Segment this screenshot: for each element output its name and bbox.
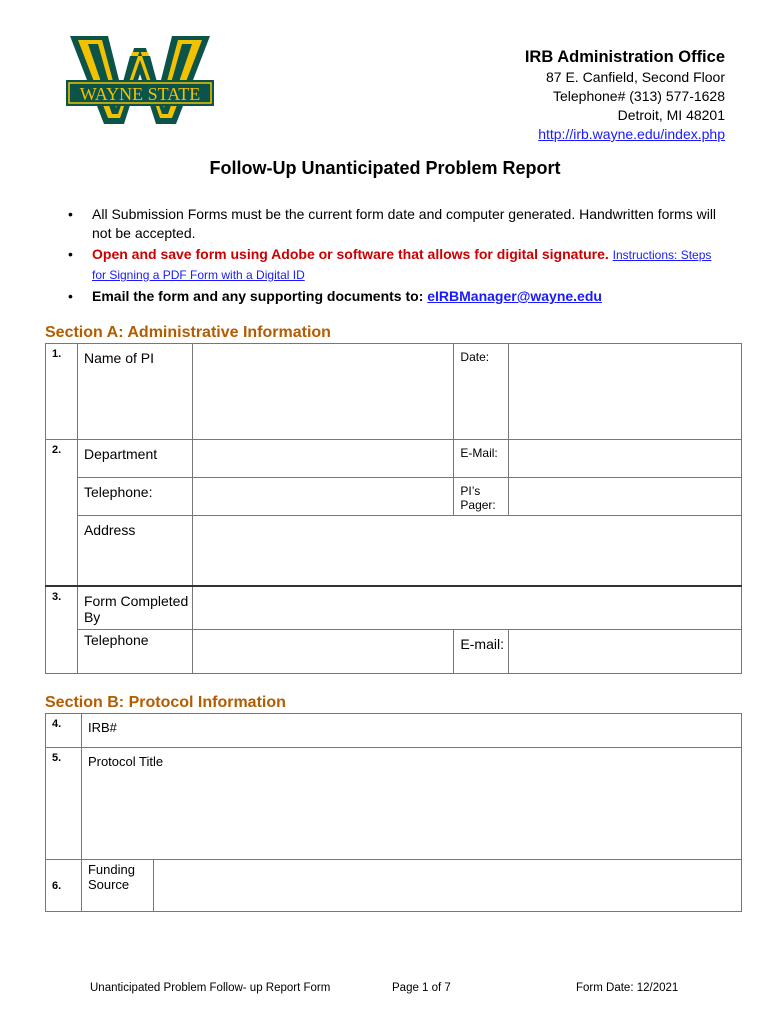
office-city: Detroit, MI 48201: [617, 107, 725, 123]
protocol-title-label: Protocol Title: [87, 754, 164, 769]
email2-field[interactable]: [509, 630, 742, 674]
email2-label: E-mail:: [454, 630, 509, 674]
row-number: 3.: [46, 586, 78, 674]
footer-form-date: Form Date: 12/2021: [576, 982, 679, 994]
funding-source-label: Funding Source: [81, 860, 153, 912]
funding-source-field[interactable]: [153, 860, 741, 912]
email-link[interactable]: eIRBManager@wayne.edu: [427, 288, 602, 304]
section-b-table: [45, 713, 742, 912]
digital-id-instructions-link[interactable]: Instructions: Steps for Signing a PDF Form with a Digital ID: [92, 248, 712, 282]
office-address: 87 E. Canfield, Second Floor: [546, 69, 725, 85]
telephone2-label: Telephone: [77, 630, 192, 674]
irb-number-label: IRB#: [87, 720, 117, 735]
protocol-title-field[interactable]: [81, 748, 741, 860]
list-item: [60, 287, 720, 306]
irb-number-field[interactable]: [81, 714, 741, 748]
office-phone: Telephone# (313) 577-1628: [552, 88, 725, 104]
footer-form-name: Unanticipated Problem Follow- up Report Form: [90, 982, 331, 994]
row-number: 1.: [46, 344, 78, 440]
office-title: IRB Administration Office: [524, 48, 725, 66]
pi-name-label: Name of PI: [77, 344, 192, 440]
row-number: 5.: [46, 748, 82, 860]
bullet-text-3: Email the form and any supporting documents to:: [92, 288, 428, 304]
footer-page-number: Page 1 of 7: [392, 982, 451, 994]
document-title: Follow-Up Unanticipated Problem Report: [209, 158, 561, 178]
bullet-text-2: Open and save form using Adobe or software that allows for digital signature.: [92, 246, 609, 262]
office-info: [525, 46, 725, 144]
list-item: [60, 205, 720, 243]
bullet-text-1: All Submission Forms must be the current form date and computer generated. Handwritten forms will not be accepted.: [92, 206, 717, 241]
telephone-label: Telephone:: [77, 478, 192, 516]
bullet-icon: •: [68, 246, 73, 262]
section-a-table: [45, 343, 742, 674]
department-label: Department: [77, 440, 192, 478]
office-url-link[interactable]: http://irb.wayne.edu/index.php: [538, 126, 725, 142]
pager-label: PI’s Pager:: [454, 478, 509, 516]
date-label: Date:: [454, 344, 509, 440]
list-item: [60, 245, 720, 285]
bullet-icon: •: [68, 288, 73, 304]
pi-name-field[interactable]: [192, 344, 454, 440]
address-label: Address: [77, 516, 192, 586]
row-number: 6.: [46, 860, 82, 912]
email-field[interactable]: [509, 440, 742, 478]
section-b-title: Section B: Protocol Information: [45, 694, 286, 711]
department-field[interactable]: [192, 440, 454, 478]
completed-by-label: Form Completed By: [77, 586, 192, 630]
telephone2-field[interactable]: [192, 630, 454, 674]
address-field[interactable]: [192, 516, 741, 586]
row-number: 2.: [46, 440, 78, 586]
telephone-field[interactable]: [192, 478, 454, 516]
section-a-title: Section A: Administrative Information: [45, 324, 331, 341]
row-number: 4.: [46, 714, 82, 748]
instructions-list: [60, 205, 720, 308]
email-label: E-Mail:: [454, 440, 509, 478]
logo-text: WAYNE STATE: [79, 84, 201, 104]
completed-by-field[interactable]: [192, 586, 741, 630]
date-field[interactable]: [509, 344, 742, 440]
pager-field[interactable]: [509, 478, 742, 516]
bullet-icon: •: [68, 206, 73, 222]
wayne-state-logo: [64, 34, 216, 128]
